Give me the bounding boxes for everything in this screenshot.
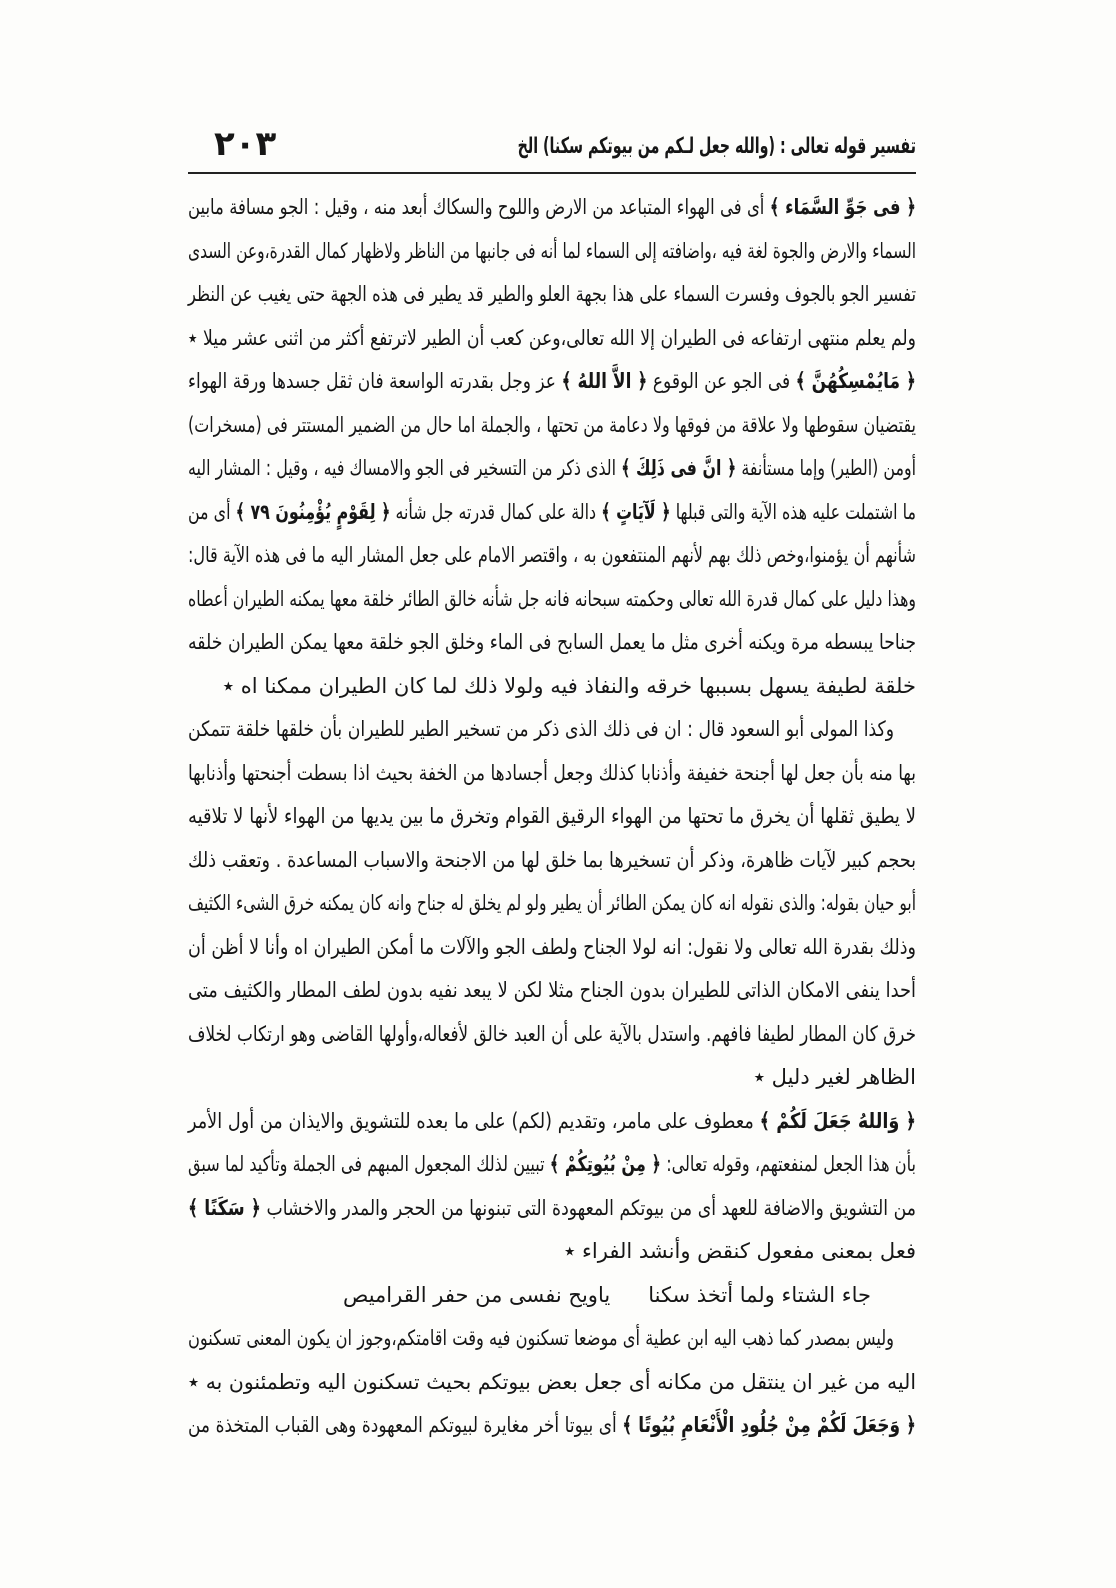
text-line: خرق كان المطار لطيفا فافهم. واستدل بالآية على أن العبد خالق لأفعاله،وأولها القاضى وهو ارتكاب لخلاف [188,1021,916,1046]
text-line: ﴿ وَاللهُ جَعَلَ لَكُمْ ﴾ معطوف على مامر، وتقديم (لكم) على ما بعده للتشويق والايذان من أول الأمر [188,1108,916,1133]
quran-quote: ﴿ فى جَوِّ السَّمَاء ﴾ [769,195,916,219]
text-line: ﴿ فى جَوِّ السَّمَاء ﴾ أى فى الهواء المتباعد من الارض واللوح والسكاك أبعد منه ، وقيل : الجو مسافة مابين [188,195,916,219]
text-line: وليس بمصدر كما ذهب اليه ابن عطية أى موضعا تسكنون فيه وقت اقامتكم،وجوز ان يكون المعنى تسكنون [188,1326,894,1350]
text-line: يقتضيان سقوطها ولا علاقة من فوقها ولا دعامة من تحتها ، والجملة اما حال من الضمير المستتر فى (مسخرات) [188,412,916,437]
text-line: ﴿ وَجَعَلَ لَكُمْ مِنْ جُلُودِ الْأَنْعَامِ بُيُوتًا ﴾ أى بيوتا أخر مغايرة لبيوتكم المعهودة وهى القباب المتخذة من [188,1413,916,1437]
text-line: من التشويق والاضافة للعهد أى من بيوتكم المعهودة التى تبنونها من الحجر والمدر والاخشاب ﴿ سَكَنًا ﴾ [188,1195,916,1220]
quran-quote: ﴿ انَّ فى ذَلِكَ ﴾ [621,456,737,480]
running-header [188,122,916,168]
text-line: فعل بمعنى مفعول كنقض وأنشد الفراء ٭ [563,1239,916,1263]
page-number: ٢٠٣ [214,124,277,164]
quran-quote: ﴿ لِقَوْمٍ يُؤْمِنُونَ ٧٩ ﴾ [235,499,391,524]
header-title: تفسير قوله تعالى : (والله جعل لـكم من بيوتكم سكنا) الخ [517,134,916,159]
text-line: أبو حيان بقوله: والذى نقوله انه كان يمكن الطائر أن يطير ولو لم يخلق له جناح وانه كان يمكنه خرق الشىء الكثيف [188,891,916,915]
text-line: ولم يعلم منتهى ارتفاعه فى الطيران إلا الله تعالى،وعن كعب أن الطير لاترتفع أكثر من اثنى عشر ميلا ٭ [188,325,916,350]
text-line: لا يطيق ثقلها أن يخرق ما تحتها من الهواء الرقيق القوام وتخرق ما بين يديها من الهواء لأنها لا تلاقيه [188,804,916,828]
text-line: وهذا دليل على كمال قدرة الله تعالى وحكمته سبحانه فانه جل شأنه خالق الطائر خلقة معها يمكنه الطيران أعطاه [188,586,916,611]
quran-quote: ﴿ مِنْ بُيُوتِكُمْ ﴾ [549,1152,661,1176]
text-line: جناحا يبسطه مرة ويكنه أخرى مثل ما يعمل السابح فى الماء وخلق الجو خلقة معها يمكن الطيران خلقه [188,630,916,654]
verse-hemistich: جاء الشتاء ولما أتخذ سكنا [648,1282,871,1307]
text-line: ﴿ مَايُمْسِكُهُنَّ ﴾ فى الجو عن الوقوع ﴿ الاَّ اللهُ ﴾ عز وجل بقدرته الواسعة فان ثقل جسدها ورقة الهواء [188,369,916,393]
text-line: خلقة لطيفة يسهل بسببها خرقه والنفاذ فيه ولولا ذلك لما كان الطيران ممكنا اه ٭ [222,673,916,698]
text-line: بحجم كبير لآيات ظاهرة، وذكر أن تسخيرها بما خلق لها من الاجنحة والاسباب المساعدة . وتعقب ذلك [188,847,916,872]
text-body [188,186,916,1448]
verse-hemistich: ياويح نفسى من حفر القراميص [342,1282,611,1307]
quran-quote: ﴿ سَكَنًا ﴾ [188,1195,261,1220]
text-line: السماء والارض والجوة لغة فيه ،واضافته إلى السماء لما أنه فى جانبها من الناظر ولاظهار كمال القدرة،وعن السدى [188,238,916,263]
quran-quote: ﴿ الاَّ اللهُ ﴾ [561,369,648,393]
text-line: وذلك بقدرة الله تعالى ولا نقول: انه لولا الجناح ولطف الجو والآلات ما أمكن الطيران اه وأنا لا أظن أن [188,934,916,959]
text-line: وكذا المولى أبو السعود قال : ان فى ذلك الذى ذكر من تسخير الطير للطيران بأن خلقها خلقة تتمكن [188,717,894,741]
text-line: بها منه بأن جعل لها أجنحة خفيفة وأذنابا كذلك وجعل أجسادها من الخفة بحيث اذا بسطت أجنحتها وأذنابها [188,760,916,785]
text-line: تفسير الجو بالجوف وفسرت السماء على هذا بجهة العلو والطير قد يطير فى هذه الجهة حتى يغيب عن النظر [188,282,916,306]
text-line: ما اشتملت عليه هذه الآية والتى قبلها ﴿ لَآيَاتٍ ﴾ دالة على كمال قدرته جل شأنه ﴿ لِقَوْمٍ يُؤْمِنُونَ ٧٩ ﴾ أى من [188,499,916,524]
text-line: الظاهر لغير دليل ٭ [753,1065,916,1089]
text-line: أومن (الطير) وإما مستأنفة ﴿ انَّ فى ذَلِكَ ﴾ الذى ذكر من التسخير فى الجو والامساك فيه ، وقيل : المشار اليه [188,456,916,480]
quran-quote: ﴿ لَآيَاتٍ ﴾ [601,499,671,524]
verse-couplet [188,1274,916,1318]
header-rule [188,172,916,174]
text-line: شأنهم أن يؤمنوا،وخص ذلك بهم لأنهم المنتفعون به ، واقتصر الامام على جعل المشار اليه ما فى هذه الآية قال: [188,543,916,567]
quran-quote: ﴿ مَايُمْسِكُهُنَّ ﴾ [795,369,916,393]
quran-quote: ﴿ وَاللهُ جَعَلَ لَكُمْ ﴾ [759,1108,916,1133]
quran-quote: ﴿ وَجَعَلَ لَكُمْ مِنْ جُلُودِ الْأَنْعَامِ بُيُوتًا ﴾ [622,1413,916,1437]
text-line: بأن هذا الجعل لمنفعتهم، وقوله تعالى: ﴿ مِنْ بُيُوتِكُمْ ﴾ تبيين لذلك المجعول المبهم فى الجملة وتأكيد لما سبق [188,1152,916,1176]
text-line: اليه من غير ان ينتقل من مكانه أى جعل بعض بيوتكم بحيث تسكنون اليه وتطمئنون به ٭ [188,1369,916,1394]
text-line: أحدا ينفى الامكان الذاتى للطيران بدون الجناح مثلا لكن لا يبعد نفيه بدون لطف المطار والكثيف متى [188,978,916,1002]
